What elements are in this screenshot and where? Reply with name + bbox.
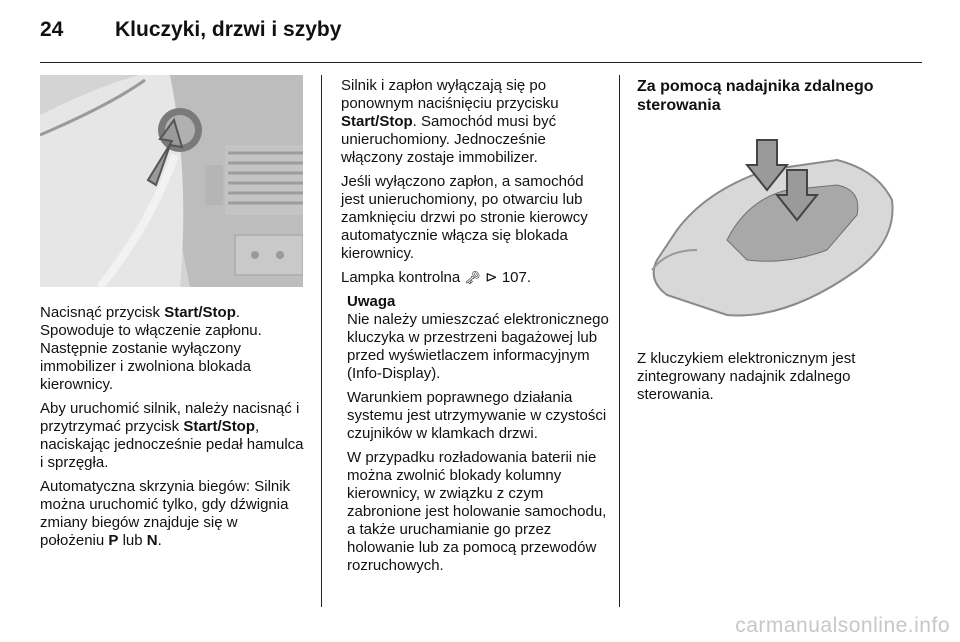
chapter-title: Kluczyki, drzwi i szyby	[115, 18, 342, 41]
note-box	[347, 293, 609, 575]
page-reference-link[interactable]: ⊳ 107.	[485, 269, 532, 286]
note-paragraph: Nie należy umieszczać elektronicznego kluczyka w przestrzeni bagażowej lub przed wyświetlaczem informacyjnym (Info-Display).	[347, 311, 609, 382]
paragraph	[341, 269, 609, 287]
paragraph: Jeśli wyłączono zapłon, a samochód jest unieruchomiony, po otwarciu lub zamknięciu drzwi po stronie kierowcy automatycznie włącza się blokada kierownicy.	[341, 173, 588, 262]
note-title: Uwaga	[347, 293, 396, 310]
key-fob-illustration	[637, 130, 902, 330]
text-run: , naciskając jednocześnie pedał hamulca i sprzęgła.	[40, 418, 304, 471]
paragraph	[40, 304, 305, 394]
note-paragraph: Warunkiem poprawnego działania systemu jest utrzymywanie w czystości czujników w klamkach drzwi.	[347, 389, 607, 442]
column-3-text: Z kluczykiem elektronicznym jest zintegrowany nadajnik zdalnego sterowania.	[637, 350, 856, 403]
text-run: Nacisnąć przycisk	[40, 304, 165, 321]
note-paragraph: W przypadku rozładowania baterii nie można zwolnić blokady kolumny kierownicy, w związku z czym zabronione jest holowanie samochodu, a także uruchamianie go przez holowanie lub za pomocą przewodów rozruchowych.	[347, 449, 607, 574]
page-header	[40, 16, 920, 56]
column-1-text	[40, 304, 305, 556]
page-number: 24	[40, 18, 64, 41]
column-divider-2	[619, 75, 620, 607]
text-run: lub	[118, 532, 147, 549]
gear-position: N	[146, 532, 158, 549]
start-stop-button-illustration	[40, 75, 303, 287]
header-rule	[40, 62, 922, 63]
text-run: . Samochód musi być unieruchomiony. Jednocześnie włączony zostaje immobilizer.	[341, 113, 557, 166]
button-name: Start/Stop	[341, 113, 413, 130]
column-divider-1	[321, 75, 322, 607]
column-2-text	[341, 77, 609, 581]
text-run: .	[157, 532, 162, 549]
text-run: Aby uruchomić silnik, należy nacisnąć i przytrzymać przycisk	[40, 400, 300, 435]
text-run: Silnik i zapłon wyłączają się po ponownym naciśnięciu przycisku	[341, 77, 559, 112]
button-name: Start/Stop	[164, 304, 236, 321]
paragraph	[341, 77, 609, 167]
text-run: Lampka kontrolna	[341, 269, 465, 286]
watermark: carmanualsonline.info	[735, 614, 950, 637]
key-warning-icon: 🗝︎	[464, 270, 481, 285]
gear-position: P	[108, 532, 119, 549]
paragraph	[40, 400, 305, 472]
text-run: . Spowoduje to włączenie zapłonu. Następnie zostanie wyłączony immobilizer i zwolniona blokada kierownicy.	[40, 304, 262, 393]
text-run: Automatyczna skrzynia biegów: Silnik można uruchomić tylko, gdy dźwignia zmiany biegów znajduje się w położeniu	[40, 478, 291, 549]
button-name: Start/Stop	[183, 418, 256, 435]
section-heading: Za pomocą nadajnika zdalnego sterowania	[637, 78, 874, 114]
paragraph	[40, 478, 305, 550]
